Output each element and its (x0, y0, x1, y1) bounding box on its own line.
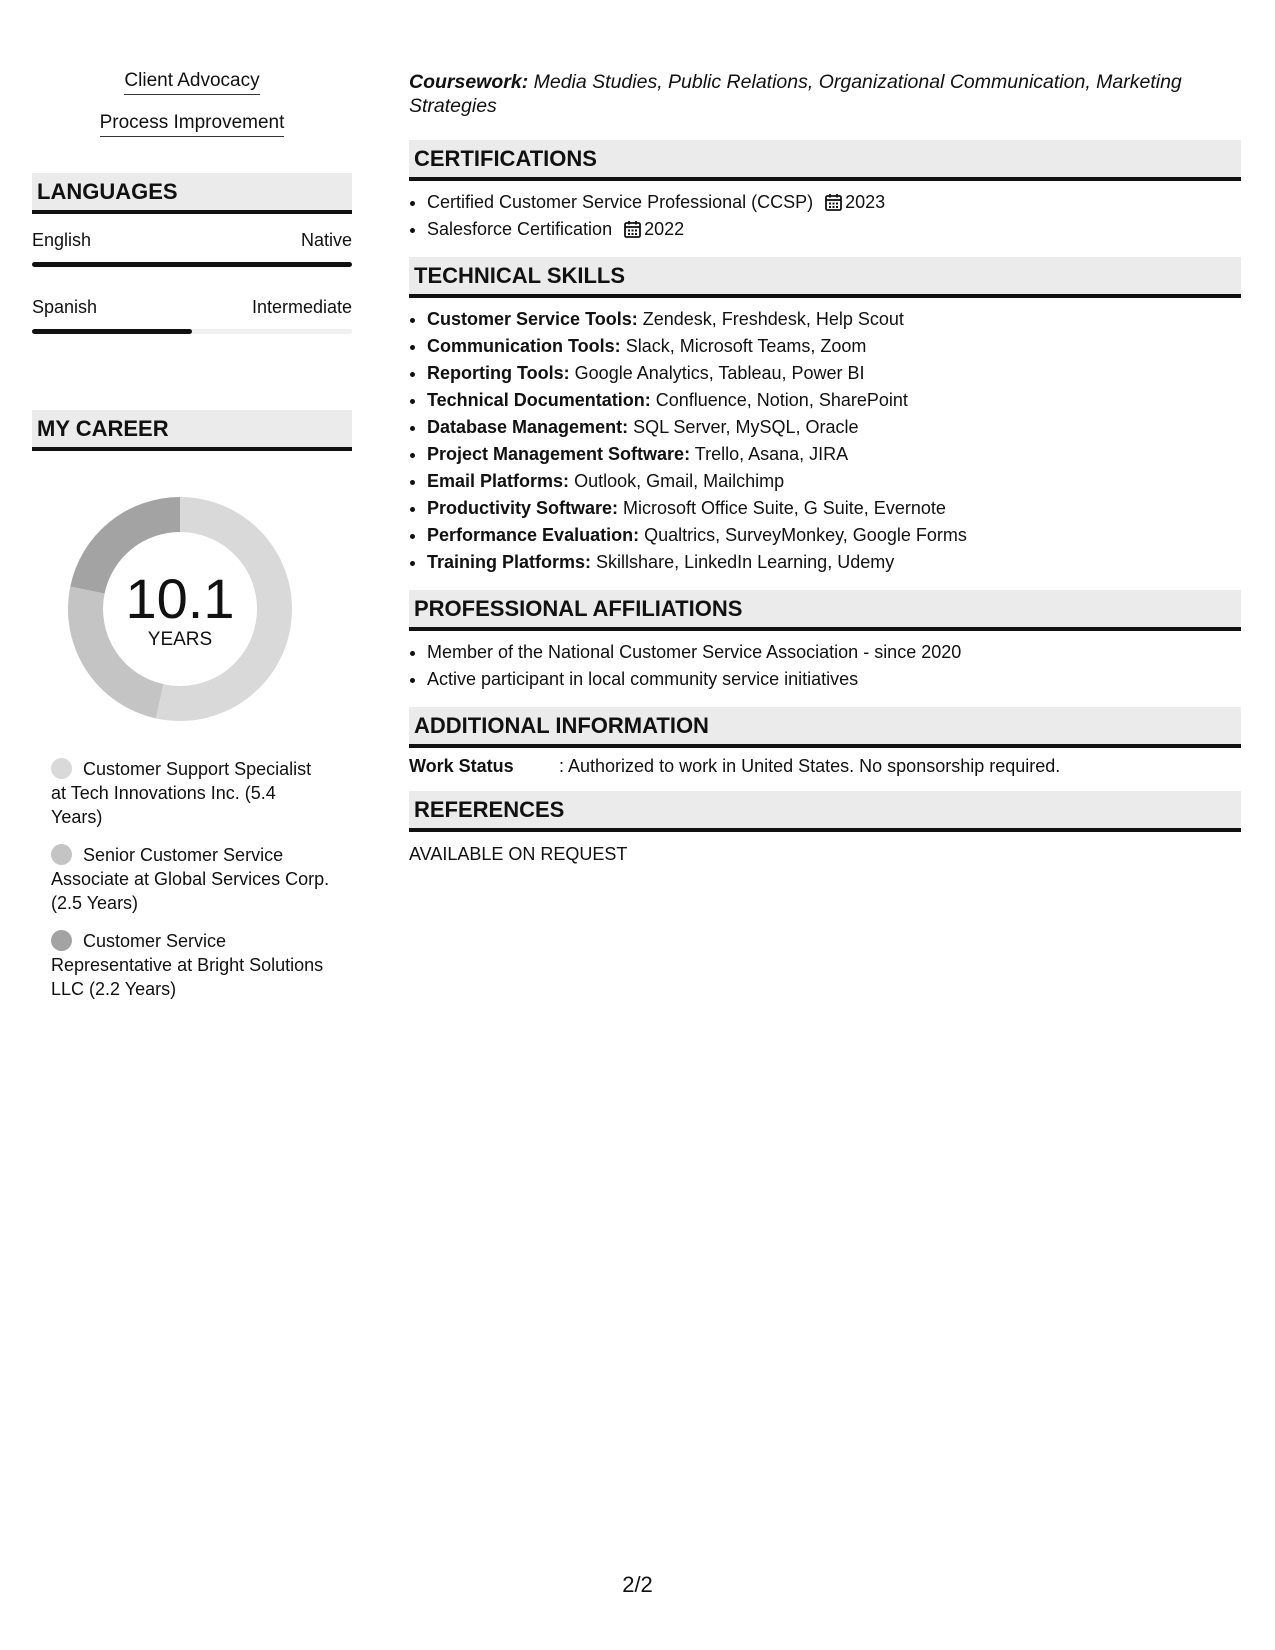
calendar-icon (624, 220, 641, 238)
tech-skill-label: Customer Service Tools: (427, 309, 638, 329)
certification-item (427, 216, 1241, 243)
career-legend-text: Customer Support Specialist at Tech Innovations Inc. (5.4 Years) (51, 759, 312, 827)
coursework (409, 70, 1241, 118)
language-proficiency-fill (32, 262, 352, 267)
skill-label[interactable]: Client Advocacy (124, 70, 259, 95)
tech-skill-item (427, 468, 1241, 495)
tech-skill-value: Outlook, Gmail, Mailchimp (574, 471, 785, 491)
tech-skill-item (427, 387, 1241, 414)
tech-skill-value: Microsoft Office Suite, G Suite, Evernote (623, 498, 946, 518)
legend-dot-icon (51, 844, 72, 865)
language-proficiency-fill (32, 329, 192, 334)
additional-info-heading: ADDITIONAL INFORMATION (409, 707, 1241, 748)
tech-skill-value: Zendesk, Freshdesk, Help Scout (642, 309, 904, 329)
skill-item[interactable] (32, 112, 352, 137)
technical-skills-list (409, 306, 1241, 576)
work-status-label: Work Status (409, 756, 514, 776)
tech-skill-item (427, 414, 1241, 441)
languages-heading: LANGUAGES (32, 173, 352, 214)
tech-skill-label: Communication Tools: (427, 336, 621, 356)
tech-skill-item (427, 306, 1241, 333)
language-name: Spanish (32, 297, 98, 317)
career-legend (51, 757, 331, 1001)
certifications-heading: CERTIFICATIONS (409, 140, 1241, 181)
tech-skill-item (427, 549, 1241, 576)
tech-skill-value: Confluence, Notion, SharePoint (655, 390, 908, 410)
tech-skill-item (427, 522, 1241, 549)
work-status-value: : Authorized to work in United States. No sponsorship required. (559, 756, 1061, 776)
references-heading: REFERENCES (409, 791, 1241, 832)
calendar-icon (825, 193, 842, 211)
work-status-row (409, 756, 1241, 777)
affiliation-item: • Member of the National Customer Service Association - since 2020 (427, 639, 1241, 666)
coursework-text: Media Studies, Public Relations, Organizational Communication, Marketing Strategies (409, 71, 1182, 117)
tech-skill-label: Technical Documentation: (427, 390, 651, 410)
page-number: 2/2 (622, 1572, 653, 1597)
tech-skill-label: Database Management: (427, 417, 629, 437)
technical-skills-heading: TECHNICAL SKILLS (409, 257, 1241, 298)
main-content (409, 70, 1241, 865)
tech-skill-value: Qualtrics, SurveyMonkey, Google Forms (644, 525, 967, 545)
sidebar (32, 70, 352, 1015)
certification-year: 2022 (644, 219, 685, 239)
affiliations-heading: PROFESSIONAL AFFILIATIONS (409, 590, 1241, 631)
tech-skill-label: Training Platforms: (427, 552, 592, 572)
career-legend-item (51, 843, 331, 915)
career-legend-item (51, 929, 331, 1001)
tech-skill-value: Skillshare, LinkedIn Learning, Udemy (596, 552, 895, 572)
language-level: Intermediate (251, 297, 352, 317)
certification-name: Salesforce Certification (427, 219, 613, 239)
tech-skill-label: Project Management Software: (427, 444, 691, 464)
language-name: English (32, 230, 92, 250)
tech-skill-item (427, 333, 1241, 360)
career-legend-text: Senior Customer Service Associate at Global Services Corp. (2.5 Years) (51, 845, 330, 913)
career-legend-item (51, 757, 331, 829)
career-total-years: 10.1 (125, 567, 235, 630)
tech-skill-label: Reporting Tools: (427, 363, 570, 383)
certification-name: Certified Customer Service Professional (CCSP) (427, 192, 814, 212)
language-entry (32, 297, 352, 334)
language-level: Native (300, 230, 352, 250)
tech-skill-item (427, 360, 1241, 387)
tech-skill-value: Google Analytics, Tableau, Power BI (574, 363, 865, 383)
affiliations-list (409, 639, 1241, 693)
tech-skill-value: Slack, Microsoft Teams, Zoom (625, 336, 867, 356)
affiliation-item: • Active participant in local community service initiatives (427, 666, 1241, 693)
tech-skill-value: Trello, Asana, JIRA (694, 444, 849, 464)
career-donut-chart (64, 493, 296, 725)
certification-item (427, 189, 1241, 216)
language-proficiency-bar (32, 329, 352, 334)
legend-dot-icon (51, 758, 72, 779)
language-proficiency-bar (32, 262, 352, 267)
tech-skill-item (427, 441, 1241, 468)
certifications-list (409, 189, 1241, 243)
career-heading: MY CAREER (32, 410, 352, 451)
tech-skill-item (427, 495, 1241, 522)
tech-skill-label: Performance Evaluation: (427, 525, 640, 545)
career-total-unit: YEARS (147, 629, 213, 650)
tech-skill-label: Productivity Software: (427, 498, 619, 518)
coursework-label: Coursework: (409, 71, 529, 93)
tech-skill-value: SQL Server, MySQL, Oracle (633, 417, 859, 437)
legend-dot-icon (51, 930, 72, 951)
language-entry (32, 230, 352, 267)
career-legend-text: Customer Service Representative at Bright Solutions LLC (2.2 Years) (51, 931, 324, 999)
skill-label[interactable]: Process Improvement (100, 112, 285, 137)
tech-skill-label: Email Platforms: (427, 471, 570, 491)
skill-item[interactable] (32, 70, 352, 95)
certification-year: 2023 (845, 192, 886, 212)
references-text: AVAILABLE ON REQUEST (409, 844, 628, 864)
